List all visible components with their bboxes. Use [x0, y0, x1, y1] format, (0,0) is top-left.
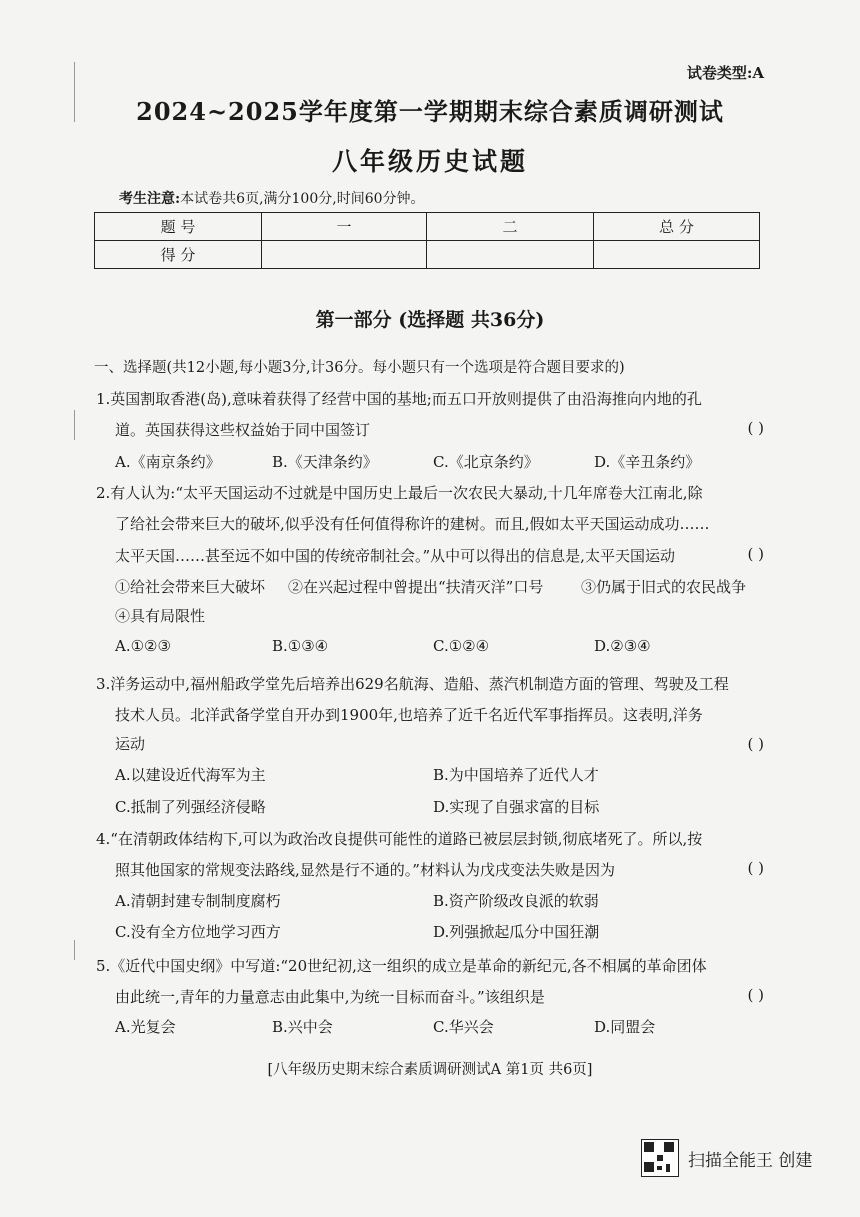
notice-label: 考生注意:	[119, 191, 181, 207]
option-a: A.以建设近代海军为主	[115, 766, 266, 784]
exam-notice	[119, 188, 425, 208]
question-2-stem: 了给社会带来巨大的破坏,似乎没有任何值得称许的建树。而且,假如太平天国运动成功……	[115, 515, 710, 533]
option-c: C.没有全方位地学习西方	[115, 923, 281, 941]
question-2-stem: 太平天国……甚至远不如中国的传统帝制社会。”从中可以得出的信息是,太平天国运动	[115, 547, 675, 565]
qr-code-icon	[641, 1139, 679, 1177]
question-1-stem: 道。英国获得这些权益始于同中国签订	[115, 421, 371, 439]
option-d: D.列强掀起瓜分中国狂潮	[433, 923, 600, 941]
statement-1: ①给社会带来巨大破坏	[115, 578, 266, 596]
option-d: D.②③④	[594, 637, 651, 655]
answer-paren: ( )	[747, 735, 764, 753]
question-4-stem: 照其他国家的常规变法路线,显然是行不通的。”材料认为戊戌变法失败是因为	[115, 861, 615, 879]
option-c: C.《北京条约》	[433, 453, 539, 471]
score-header-cell: 总 分	[594, 213, 760, 241]
option-a: A.清朝封建专制制度腐朽	[115, 892, 281, 910]
statement-2: ②在兴起过程中曾提出“扶清灭洋”口号	[288, 578, 544, 596]
option-a: A.光复会	[115, 1018, 176, 1036]
option-b: B.资产阶级改良派的软弱	[433, 892, 599, 910]
paper-type: 试卷类型:A	[686, 64, 764, 82]
margin-line	[74, 940, 75, 960]
question-3-stem: 技术人员。北洋武备学堂自开办到1900年,也培养了近千名近代军事指挥员。这表明,洋务	[115, 706, 703, 724]
question-5-stem: 由此统一,青年的力量意志由此集中,为统一目标而奋斗。”该组织是	[115, 988, 545, 1006]
score-row-label: 得 分	[95, 241, 262, 269]
margin-line	[74, 410, 75, 440]
question-4-stem: 4.“在清朝政体结构下,可以为政治改良提供可能性的道路已被层层封锁,彻底堵死了。所以,按	[96, 830, 703, 848]
section-title: 一、选择题(共12小题,每小题3分,计36分。每小题只有一个选项是符合题目要求的)	[94, 360, 625, 376]
question-3-stem: 运动	[115, 735, 146, 753]
score-header-cell: 二	[427, 213, 594, 241]
option-b: B.①③④	[272, 637, 329, 655]
option-a: A.《南京条约》	[115, 453, 221, 471]
option-b: B.兴中会	[272, 1018, 333, 1036]
answer-paren: ( )	[747, 545, 764, 563]
option-d: D.实现了自强求富的目标	[433, 798, 600, 816]
score-table	[94, 212, 760, 269]
score-cell[interactable]	[594, 241, 760, 269]
option-d: D.同盟会	[594, 1018, 656, 1036]
statement-4: ④具有局限性	[115, 607, 206, 625]
option-b: B.《天津条约》	[272, 453, 378, 471]
option-a: A.①②③	[115, 637, 171, 655]
question-3-stem: 3.洋务运动中,福州船政学堂先后培养出629名航海、造船、蒸汽机制造方面的管理、驾驶及工程	[96, 675, 729, 693]
score-header-cell: 一	[262, 213, 427, 241]
score-cell[interactable]	[427, 241, 594, 269]
page-footer: [八年级历史期末综合素质调研测试A 第1页 共6页]	[267, 1062, 593, 1078]
option-d: D.《辛丑条约》	[594, 453, 701, 471]
option-c: C.抵制了列强经济侵略	[115, 798, 266, 816]
exam-subtitle: 八年级历史试题	[331, 147, 528, 176]
question-1-stem: 1.英国割取香港(岛),意味着获得了经营中国的基地;而五口开放则提供了由沿海推向内地的孔	[96, 390, 702, 408]
question-2-stem: 2.有人认为:“太平天国运动不过就是中国历史上最后一次农民大暴动,十几年席卷大江南北,除	[96, 484, 703, 502]
answer-paren: ( )	[747, 986, 764, 1004]
option-c: C.华兴会	[433, 1018, 494, 1036]
notice-text: 本试卷共6页,满分100分,时间60分钟。	[180, 191, 425, 207]
answer-paren: ( )	[747, 419, 764, 437]
exam-title: 2024~2025学年度第一学期期末综合素质调研测试	[136, 97, 724, 126]
option-c: C.①②④	[433, 637, 490, 655]
answer-paren: ( )	[747, 859, 764, 877]
scanner-watermark: 扫描全能王 创建	[688, 1151, 813, 1171]
statement-3: ③仍属于旧式的农民战争	[581, 578, 747, 596]
part-title: 第一部分 (选择题 共36分)	[315, 309, 545, 331]
question-5-stem: 5.《近代中国史纲》中写道:“20世纪初,这一组织的成立是革命的新纪元,各不相属的革命团体	[96, 957, 707, 975]
score-cell[interactable]	[262, 241, 427, 269]
score-header-cell: 题 号	[95, 213, 262, 241]
option-b: B.为中国培养了近代人才	[433, 766, 599, 784]
